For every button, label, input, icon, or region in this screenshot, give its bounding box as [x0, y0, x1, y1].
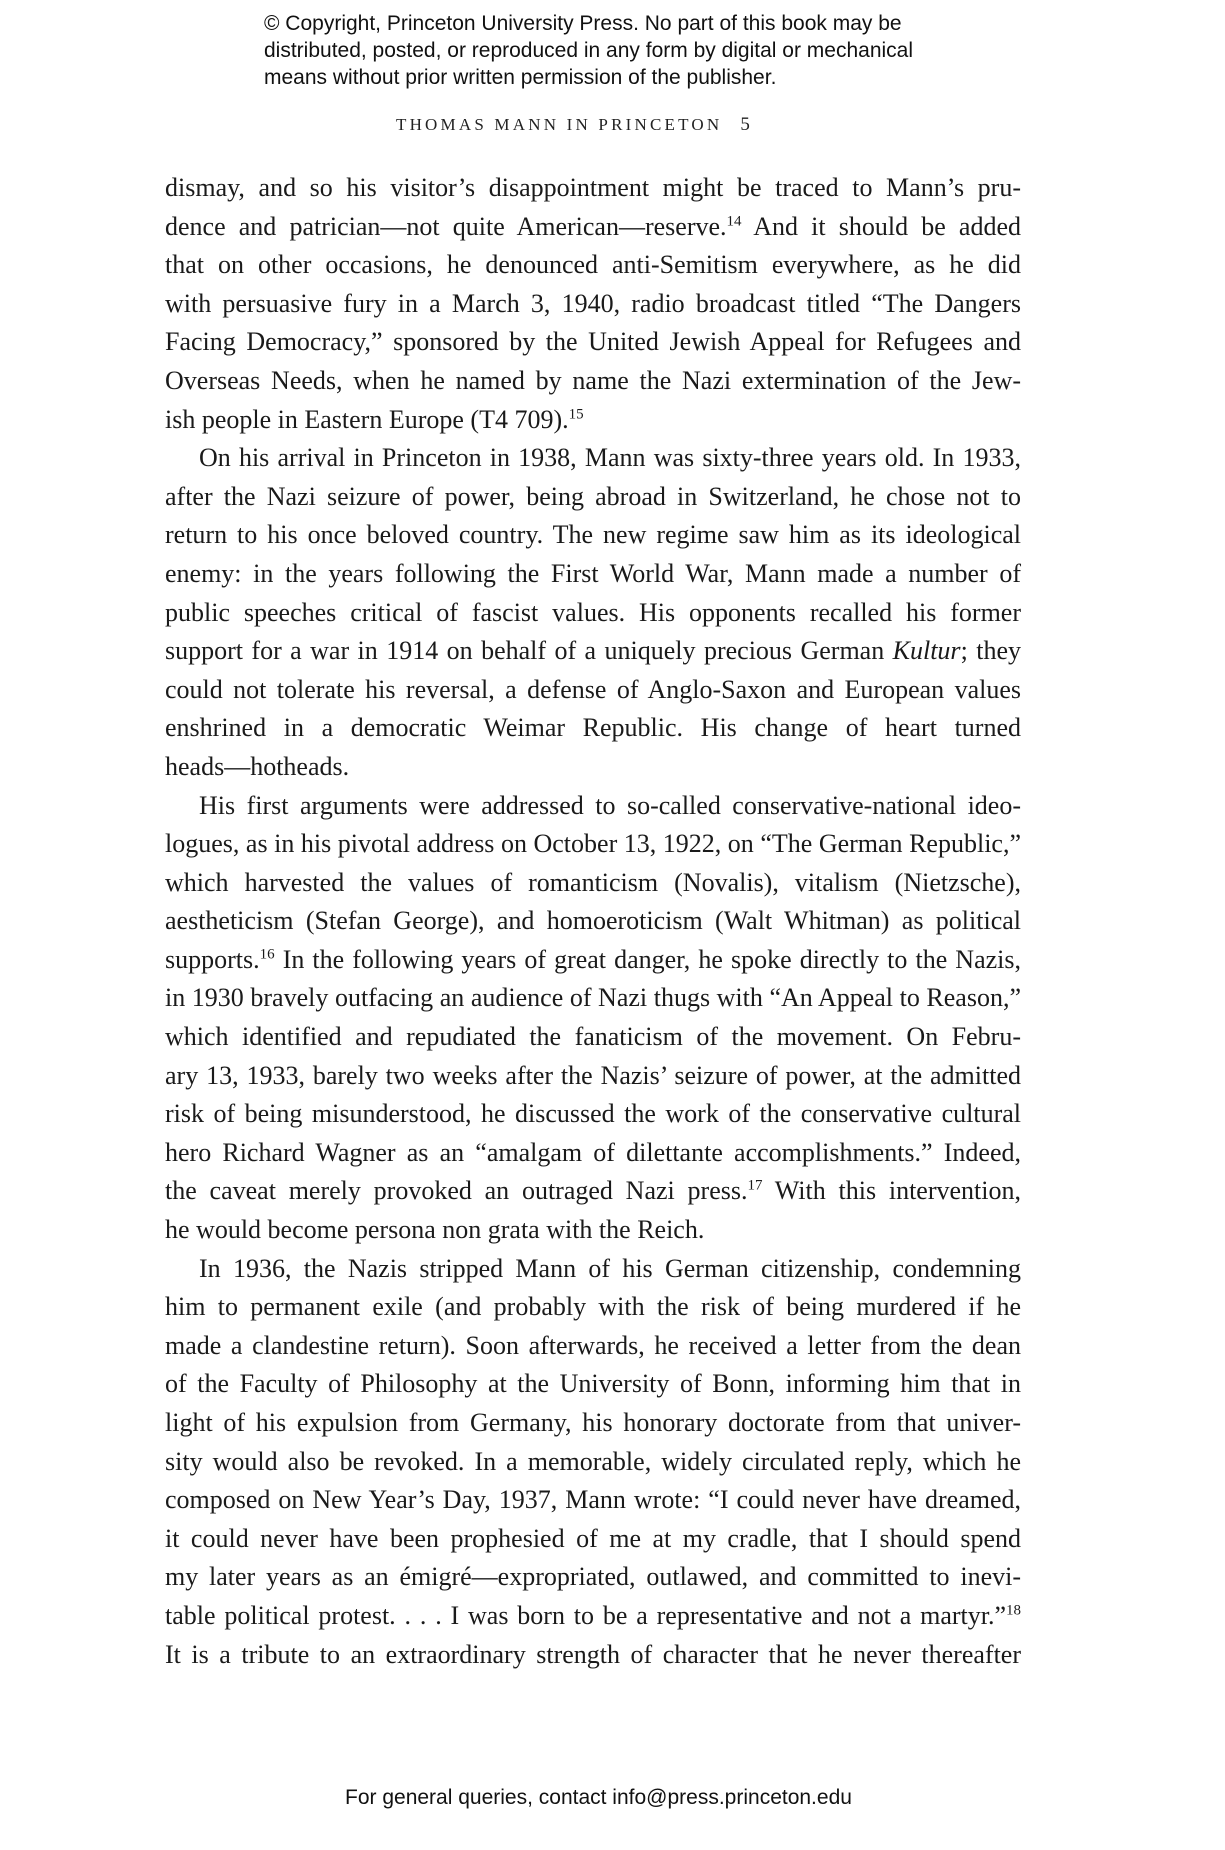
text-line: It is a tribute to an extraordinary strength of character that he never thereafter [165, 1639, 1021, 1669]
text-line: with persuasive fury in a March 3, 1940, radio broadcast titled “The Dangers [165, 288, 1021, 318]
text-line: aestheticism (Stefan George), and homoeroticism (Walt Whitman) as political [165, 906, 1021, 936]
text-line: after the Nazi seizure of power, being abroad in Switzerland, he chose not to [165, 481, 1021, 511]
text-line: composed on New Year’s Day, 1937, Mann wrote: “I could never have dreamed, [165, 1485, 1021, 1515]
page-number: 5 [740, 114, 750, 135]
text-line: logues, as in his pivotal address on October 13, 1922, on “The German Republic,” [165, 829, 1021, 859]
copyright-line: © Copyright, Princeton University Press. No part of this book may be [264, 12, 902, 35]
copyright-notice [264, 10, 1024, 91]
text-line [165, 401, 1021, 440]
text-line: it could never have been prophesied of me at my cradle, that I should spend [165, 1523, 1021, 1553]
text-line: light of his expulsion from Germany, his honorary doctorate from that univer- [165, 1408, 1021, 1437]
text-span: And it should be added [741, 211, 1021, 241]
text-line: him to permanent exile (and probably with the risk of being murdered if he [165, 1292, 1021, 1322]
text-line: hero Richard Wagner as an “amalgam of dilettante accomplishments.” Indeed, [165, 1137, 1021, 1167]
text-line: enemy: in the years following the First World War, Mann made a number of [165, 558, 1021, 588]
footer-contact: For general queries, contact info@press.princeton.edu [345, 1786, 852, 1809]
text-line: public speeches critical of fascist values. His opponents recalled his former [165, 597, 1021, 627]
text-line: which identified and repudiated the fanaticism of the movement. On Febru- [165, 1022, 1021, 1052]
text-line: could not tolerate his reversal, a defense of Anglo-Saxon and European values [165, 674, 1021, 704]
text-line: In 1936, the Nazis stripped Mann of his German citizenship, condemning [199, 1253, 1021, 1283]
text-line: that on other occasions, he denounced anti-Semitism everywhere, as he did [165, 250, 1021, 280]
body-text [165, 169, 1021, 1674]
footnote-ref: 18 [1006, 1602, 1021, 1619]
text-line: of the Faculty of Philosophy at the University of Bonn, informing him that in [165, 1369, 1021, 1399]
footnote-ref: 15 [568, 405, 584, 422]
text-span: table political protest. . . . I was born to be a representative and not a martyr.” [165, 1600, 1006, 1630]
paragraph [165, 1250, 1021, 1675]
text-line [165, 941, 1021, 980]
text-line [165, 1597, 1021, 1636]
footnote-ref: 16 [259, 946, 275, 963]
text-line: heads—hotheads. [165, 751, 350, 781]
text-line: he would become persona non grata with the Reich. [165, 1215, 705, 1245]
text-line: enshrined in a democratic Weimar Republic. His change of heart turned [165, 713, 1021, 743]
text-line [165, 1172, 1021, 1211]
text-span: supports. [165, 944, 260, 974]
paragraph [165, 169, 1021, 439]
text-line: Overseas Needs, when he named by name the Nazi extermination of the Jew- [165, 365, 1021, 395]
text-line [165, 632, 1021, 671]
text-span: ; they [960, 636, 1021, 666]
text-span: ish people in Eastern Europe (T4 709). [165, 404, 569, 434]
text-line [165, 208, 1021, 247]
text-span: With this intervention, [762, 1176, 1021, 1206]
copyright-line: means without prior written permission of the publisher. [264, 66, 777, 89]
text-span: the caveat merely provoked an outraged Nazi press. [165, 1176, 748, 1206]
text-span: dence and patrician—not quite American—reserve. [165, 211, 727, 241]
footnote-ref: 17 [747, 1177, 763, 1194]
text-line: my later years as an émigré—expropriated, outlawed, and committed to inevi- [165, 1562, 1021, 1592]
text-line: sity would also be revoked. In a memorable, widely circulated reply, which he [165, 1446, 1021, 1476]
paragraph [165, 439, 1021, 786]
text-line: return to his once beloved country. The new regime saw him as its ideological [165, 520, 1021, 550]
text-line: On his arrival in Princeton in 1938, Mann was sixty-three years old. In 1933, [199, 443, 1021, 473]
text-line: Facing Democracy,” sponsored by the United Jewish Appeal for Refugees and [165, 327, 1021, 357]
text-line: ary 13, 1933, barely two weeks after the Nazis’ seizure of power, at the admitted [165, 1060, 1021, 1090]
text-line: in 1930 bravely outfacing an audience of Nazi thugs with “An Appeal to Reason,” [165, 983, 1021, 1013]
italic-word: Kultur [892, 636, 961, 666]
running-head-title: THOMAS MANN IN PRINCETON [396, 115, 723, 134]
text-line: risk of being misunderstood, he discussed the work of the conservative cultural [165, 1099, 1021, 1129]
running-head [396, 114, 750, 136]
copyright-line: distributed, posted, or reproduced in any form by digital or mechanical [264, 39, 914, 62]
text-span: support for a war in 1914 on behalf of a uniquely precious German [165, 636, 893, 666]
paragraph [165, 787, 1021, 1250]
text-line: which harvested the values of romanticism (Novalis), vitalism (Nietzsche), [165, 867, 1021, 897]
text-line: dismay, and so his visitor’s disappointment might be traced to Mann’s pru- [165, 173, 1021, 202]
footnote-ref: 14 [726, 212, 742, 229]
text-line: made a clandestine return). Soon afterwards, he received a letter from the dean [165, 1330, 1021, 1360]
text-line: His first arguments were addressed to so-called conservative-national ideo- [199, 790, 1021, 820]
text-span: In the following years of great danger, he spoke directly to the Nazis, [274, 944, 1021, 974]
